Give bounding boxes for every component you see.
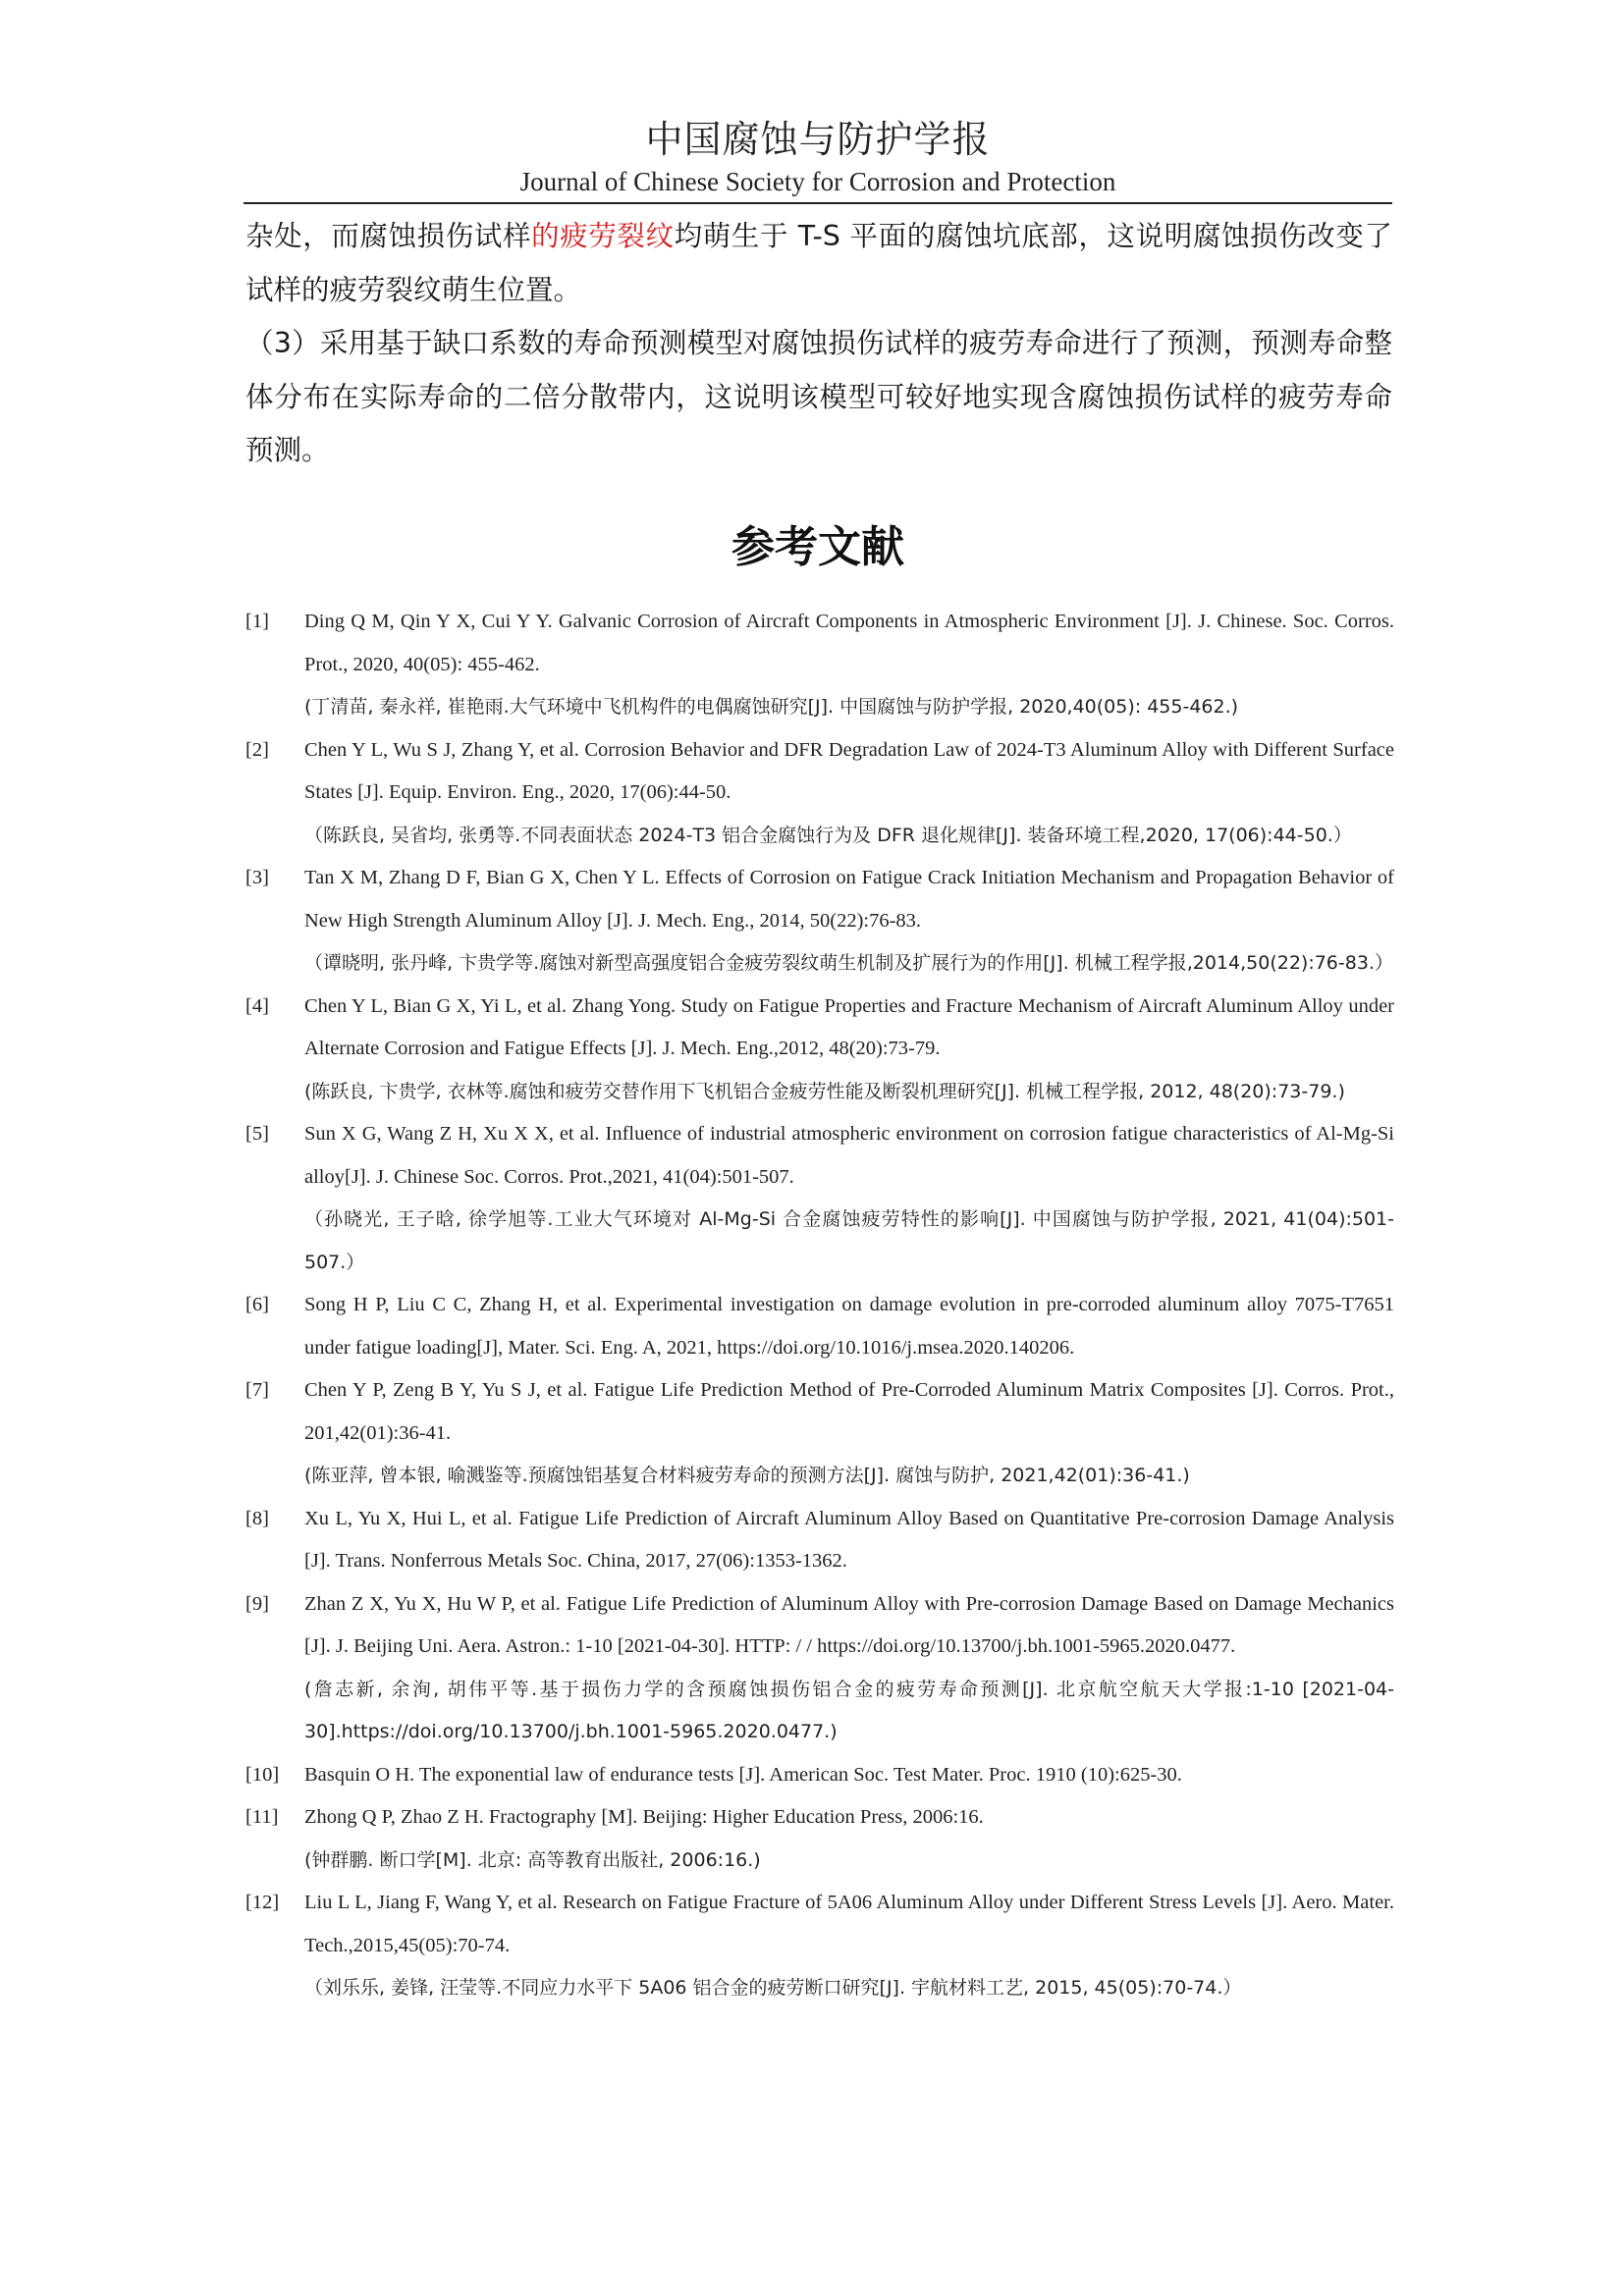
reference-item	[245, 1882, 1394, 2010]
reference-chinese: （刘乐乐, 姜锋, 汪莹等.不同应力水平下 5A06 铝合金的疲劳断口研究[J]. 宇航材料工艺, 2015, 45(05):70-74.）	[304, 1977, 1242, 1999]
references-heading: 参考文献	[731, 522, 904, 572]
reference-item	[245, 857, 1394, 986]
reference-number: [5]	[245, 1123, 269, 1145]
reference-number: [11]	[245, 1806, 279, 1828]
reference-item	[245, 1796, 1394, 1882]
highlighted-phrase: 的疲劳裂纹	[531, 220, 675, 252]
body-text	[245, 210, 1392, 478]
reference-chinese: （陈跃良, 吴省均, 张勇等.不同表面状态 2024-T3 铝合金腐蚀行为及 DFR 退化规律[J]. 装备环境工程,2020, 17(06):44-50.）	[304, 824, 1352, 846]
reference-item	[245, 1113, 1394, 1284]
reference-english: Xu L, Yu X, Hui L, et al. Fatigue Life Prediction of Aircraft Aluminum Alloy Based on Quantitative Pre-corrosion Damage Analysis [J]. Trans. Nonferrous Metals Soc. China, 2017, 27(06):1353-1362.	[304, 1507, 1394, 1572]
reference-item	[245, 986, 1394, 1114]
reference-item	[245, 1284, 1394, 1369]
reference-chinese: (丁清苗, 秦永祥, 崔艳雨.大气环境中飞机构件的电偶腐蚀研究[J]. 中国腐蚀与防护学报, 2020,40(05): 455-462.)	[304, 696, 1239, 718]
reference-number: [9]	[245, 1592, 269, 1615]
reference-english: Ding Q M, Qin Y X, Cui Y Y. Galvanic Corrosion of Aircraft Components in Atmospheric Environment [J]. J. Chinese. Soc. Corros. Prot., 2020, 40(05): 455-462.	[304, 611, 1394, 675]
reference-item	[245, 1583, 1394, 1754]
header-divider	[244, 202, 1392, 204]
reference-chinese: (陈亚萍, 曾本银, 喻溅鉴等.预腐蚀铝基复合材料疲劳寿命的预测方法[J]. 腐蚀与防护, 2021,42(01):36-41.)	[304, 1465, 1190, 1486]
reference-number: [3]	[245, 867, 269, 888]
journal-title-cn: 中国腐蚀与防护学报	[645, 118, 991, 161]
reference-chinese: (陈跃良, 卞贵学, 衣林等.腐蚀和疲劳交替作用下飞机铝合金疲劳性能及断裂机理研究[J]. 机械工程学报, 2012, 48(20):73-79.)	[304, 1080, 1345, 1102]
reference-english: Liu L L, Jiang F, Wang Y, et al. Research on Fatigue Fracture of 5A06 Aluminum Alloy under Different Stress Levels [J]. Aero. Mater. Tech.,2015,45(05):70-74.	[304, 1892, 1394, 1956]
reference-chinese: （谭晓明, 张丹峰, 卞贵学等.腐蚀对新型高强度铝合金疲劳裂纹萌生机制及扩展行为的作用[J]. 机械工程学报,2014,50(22):76-83.）	[304, 952, 1393, 974]
reference-english: Zhan Z X, Yu X, Hu W P, et al. Fatigue Life Prediction of Aluminum Alloy with Pre-corrosion Damage Based on Damage Mechanics [J]. J. Beijing Uni. Aera. Astron.: 1-10 [2021-04-30]. HTTP: / / https://doi.org/10.13700/j.bh.1001-5965.2020.0477.	[304, 1592, 1394, 1657]
paragraph-1-end: 均萌生于 T-S 平面的腐蚀坑底部，这说明腐蚀损伤改变了试样的疲劳裂纹萌生位置。	[245, 220, 1392, 306]
reference-english: Chen Y L, Bian G X, Yi L, et al. Zhang Yong. Study on Fatigue Properties and Fracture Mechanism of Aircraft Aluminum Alloy under Alternate Corrosion and Fatigue Effects [J]. J. Mech. Eng.,2012, 48(20):73-79.	[304, 994, 1394, 1059]
paragraph-2: （3）采用基于缺口系数的寿命预测模型对腐蚀损伤试样的疲劳寿命进行了预测，预测寿命整体分布在实际寿命的二倍分散带内，这说明该模型可较好地实现含腐蚀损伤试样的疲劳寿命预测。	[245, 327, 1392, 466]
reference-item	[245, 1498, 1394, 1583]
reference-english: Tan X M, Zhang D F, Bian G X, Chen Y L. Effects of Corrosion on Fatigue Crack Initiation Mechanism and Propagation Behavior of New High Strength Aluminum Alloy [J]. J. Mech. Eng., 2014, 50(22):76-83.	[304, 867, 1394, 932]
reference-english: Song H P, Liu C C, Zhang H, et al. Experimental investigation on damage evolution in pre-corroded aluminum alloy 7075-T7651 under fatigue loading[J], Mater. Sci. Eng. A, 2021, https://doi.org/10.1016/j.msea.2020.140206.	[304, 1294, 1394, 1359]
reference-english: Chen Y L, Wu S J, Zhang Y, et al. Corrosion Behavior and DFR Degradation Law of 2024-T3 Aluminum Alloy with Different Surface States [J]. Equip. Environ. Eng., 2020, 17(06):44-50.	[304, 738, 1394, 803]
paragraph-1	[245, 210, 1392, 317]
reference-number: [12]	[245, 1892, 280, 1913]
paragraph-1-start: 杂处，而腐蚀损伤试样	[245, 220, 532, 252]
reference-number: [6]	[245, 1294, 269, 1315]
reference-item	[245, 601, 1394, 729]
reference-list	[245, 601, 1394, 2010]
reference-item	[245, 1754, 1394, 1797]
reference-english: Chen Y P, Zeng B Y, Yu S J, et al. Fatigue Life Prediction Method of Pre-Corroded Aluminum Matrix Composites [J]. Corros. Prot., 201,42(01):36-41.	[304, 1379, 1394, 1444]
reference-number: [2]	[245, 738, 269, 761]
reference-number: [10]	[245, 1763, 280, 1786]
journal-header	[244, 116, 1392, 198]
reference-item	[245, 1369, 1394, 1498]
reference-number: [8]	[245, 1507, 269, 1529]
journal-title-en: Journal of Chinese Society for Corrosion and Protection	[519, 167, 1116, 196]
reference-english: Sun X G, Wang Z H, Xu X X, et al. Influence of industrial atmospheric environment on corrosion fatigue characteristics of Al-Mg-Si alloy[J]. J. Chinese Soc. Corros. Prot.,2021, 41(04):501-507.	[304, 1123, 1394, 1188]
reference-english: Basquin O H. The exponential law of endurance tests [J]. American Soc. Test Mater. Proc. 1910 (10):625-30.	[304, 1763, 1182, 1786]
reference-item	[245, 729, 1394, 858]
reference-chinese: (詹志新, 余洵, 胡伟平等.基于损伤力学的含预腐蚀损伤铝合金的疲劳寿命预测[J]. 北京航空航天大学报:1-10 [2021-04-30].https://doi.org/10.13700/j.bh.1001-5965.2020.0477.)	[304, 1678, 1394, 1742]
reference-chinese: (钟群鹏. 断口学[M]. 北京: 高等教育出版社, 2006:16.)	[304, 1848, 761, 1871]
reference-number: [7]	[245, 1379, 269, 1401]
reference-number: [4]	[245, 994, 269, 1017]
reference-number: [1]	[245, 611, 269, 632]
reference-english: Zhong Q P, Zhao Z H. Fractography [M]. Beijing: Higher Education Press, 2006:16.	[304, 1806, 984, 1828]
reference-chinese: （孙晓光, 王子晗, 徐学旭等.工业大气环境对 Al-Mg-Si 合金腐蚀疲劳特性的影响[J]. 中国腐蚀与防护学报, 2021, 41(04):501-507.）	[304, 1208, 1394, 1273]
